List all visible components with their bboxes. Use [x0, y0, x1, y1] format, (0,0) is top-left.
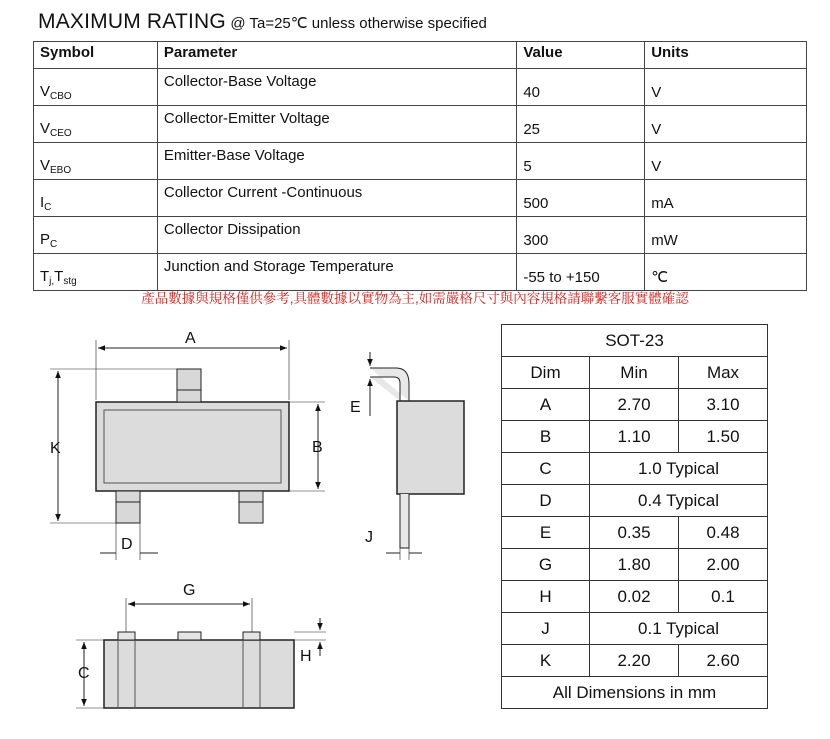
table-row: C 1.0 Typical — [502, 453, 768, 485]
unit-cell: ℃ — [645, 254, 807, 291]
header-units: Units — [645, 42, 807, 69]
table-row: E 0.35 0.48 — [502, 517, 768, 549]
parameter-cell: Collector Current -Continuous — [157, 180, 516, 217]
front-lead-right — [243, 632, 260, 640]
unit-cell: V — [645, 106, 807, 143]
unit-cell: V — [645, 69, 807, 106]
front-view-body — [104, 640, 294, 708]
label-B: B — [312, 439, 323, 456]
header-dim: Dim — [502, 357, 590, 389]
top-view-body — [96, 402, 289, 491]
parameter-cell: Collector Dissipation — [157, 217, 516, 254]
header-value: Value — [517, 42, 645, 69]
label-J: J — [365, 529, 373, 546]
symbol-cell: $V_{EBO}$ — [34, 143, 158, 180]
unit-cell: mW — [645, 217, 807, 254]
table-row: D 0.4 Typical — [502, 485, 768, 517]
parameter-cell: Emitter-Base Voltage — [157, 143, 516, 180]
symbol-cell: $T_{j,}T_{stg}$ — [34, 254, 158, 291]
symbol-cell: $V_{CBO}$ — [34, 69, 158, 106]
parameter-cell: Collector-Emitter Voltage — [157, 106, 516, 143]
disclaimer-note: 產品數據與規格僅供參考,具體數據以實物為主,如需嚴格尺寸與內容規格請聯繫客服實體確認 — [141, 291, 689, 306]
table-row: H 0.02 0.1 — [502, 581, 768, 613]
table-footer: All Dimensions in mm — [502, 677, 768, 709]
front-lead-mid — [178, 632, 201, 640]
header-symbol: Symbol — [34, 42, 158, 69]
side-view-body — [397, 401, 464, 494]
parameter-cell: Collector-Base Voltage — [157, 69, 516, 106]
value-cell: 300 — [517, 217, 645, 254]
package-name: SOT-23 — [502, 325, 768, 357]
header-parameter: Parameter — [157, 42, 516, 69]
bottom-pin-left — [116, 491, 140, 523]
symbol-cell: $I_C$ — [34, 180, 158, 217]
table-row: J 0.1 Typical — [502, 613, 768, 645]
label-C: C — [78, 665, 90, 682]
value-cell: 25 — [517, 106, 645, 143]
label-K: K — [50, 440, 61, 457]
label-D: D — [121, 536, 133, 553]
bottom-pin-right — [239, 491, 263, 523]
value-cell: 500 — [517, 180, 645, 217]
table-row: K 2.20 2.60 — [502, 645, 768, 677]
title-main: MAXIMUM RATING — [38, 10, 226, 33]
top-pin — [177, 369, 201, 402]
label-H: H — [300, 648, 312, 665]
side-view-lead — [370, 368, 409, 401]
unit-cell: mA — [645, 180, 807, 217]
unit-cell: V — [645, 143, 807, 180]
sot23-dimension-table — [501, 324, 768, 709]
parameter-cell: Junction and Storage Temperature — [157, 254, 516, 291]
label-A: A — [185, 330, 196, 347]
label-G: G — [183, 582, 196, 599]
symbol-cell: $P_C$ — [34, 217, 158, 254]
value-cell: -55 to +150 — [517, 254, 645, 291]
title-condition: @ Ta=25℃ unless otherwise specified — [230, 15, 487, 32]
header-min: Min — [590, 357, 679, 389]
table-row: G 1.80 2.00 — [502, 549, 768, 581]
dim-header-row — [502, 357, 768, 389]
symbol-cell: $V_{CEO}$ — [34, 106, 158, 143]
front-lead-left — [118, 632, 135, 640]
table-row: B 1.10 1.50 — [502, 421, 768, 453]
label-E: E — [350, 399, 361, 416]
table-row: A 2.70 3.10 — [502, 389, 768, 421]
value-cell: 40 — [517, 69, 645, 106]
header-max: Max — [679, 357, 768, 389]
value-cell: 5 — [517, 143, 645, 180]
